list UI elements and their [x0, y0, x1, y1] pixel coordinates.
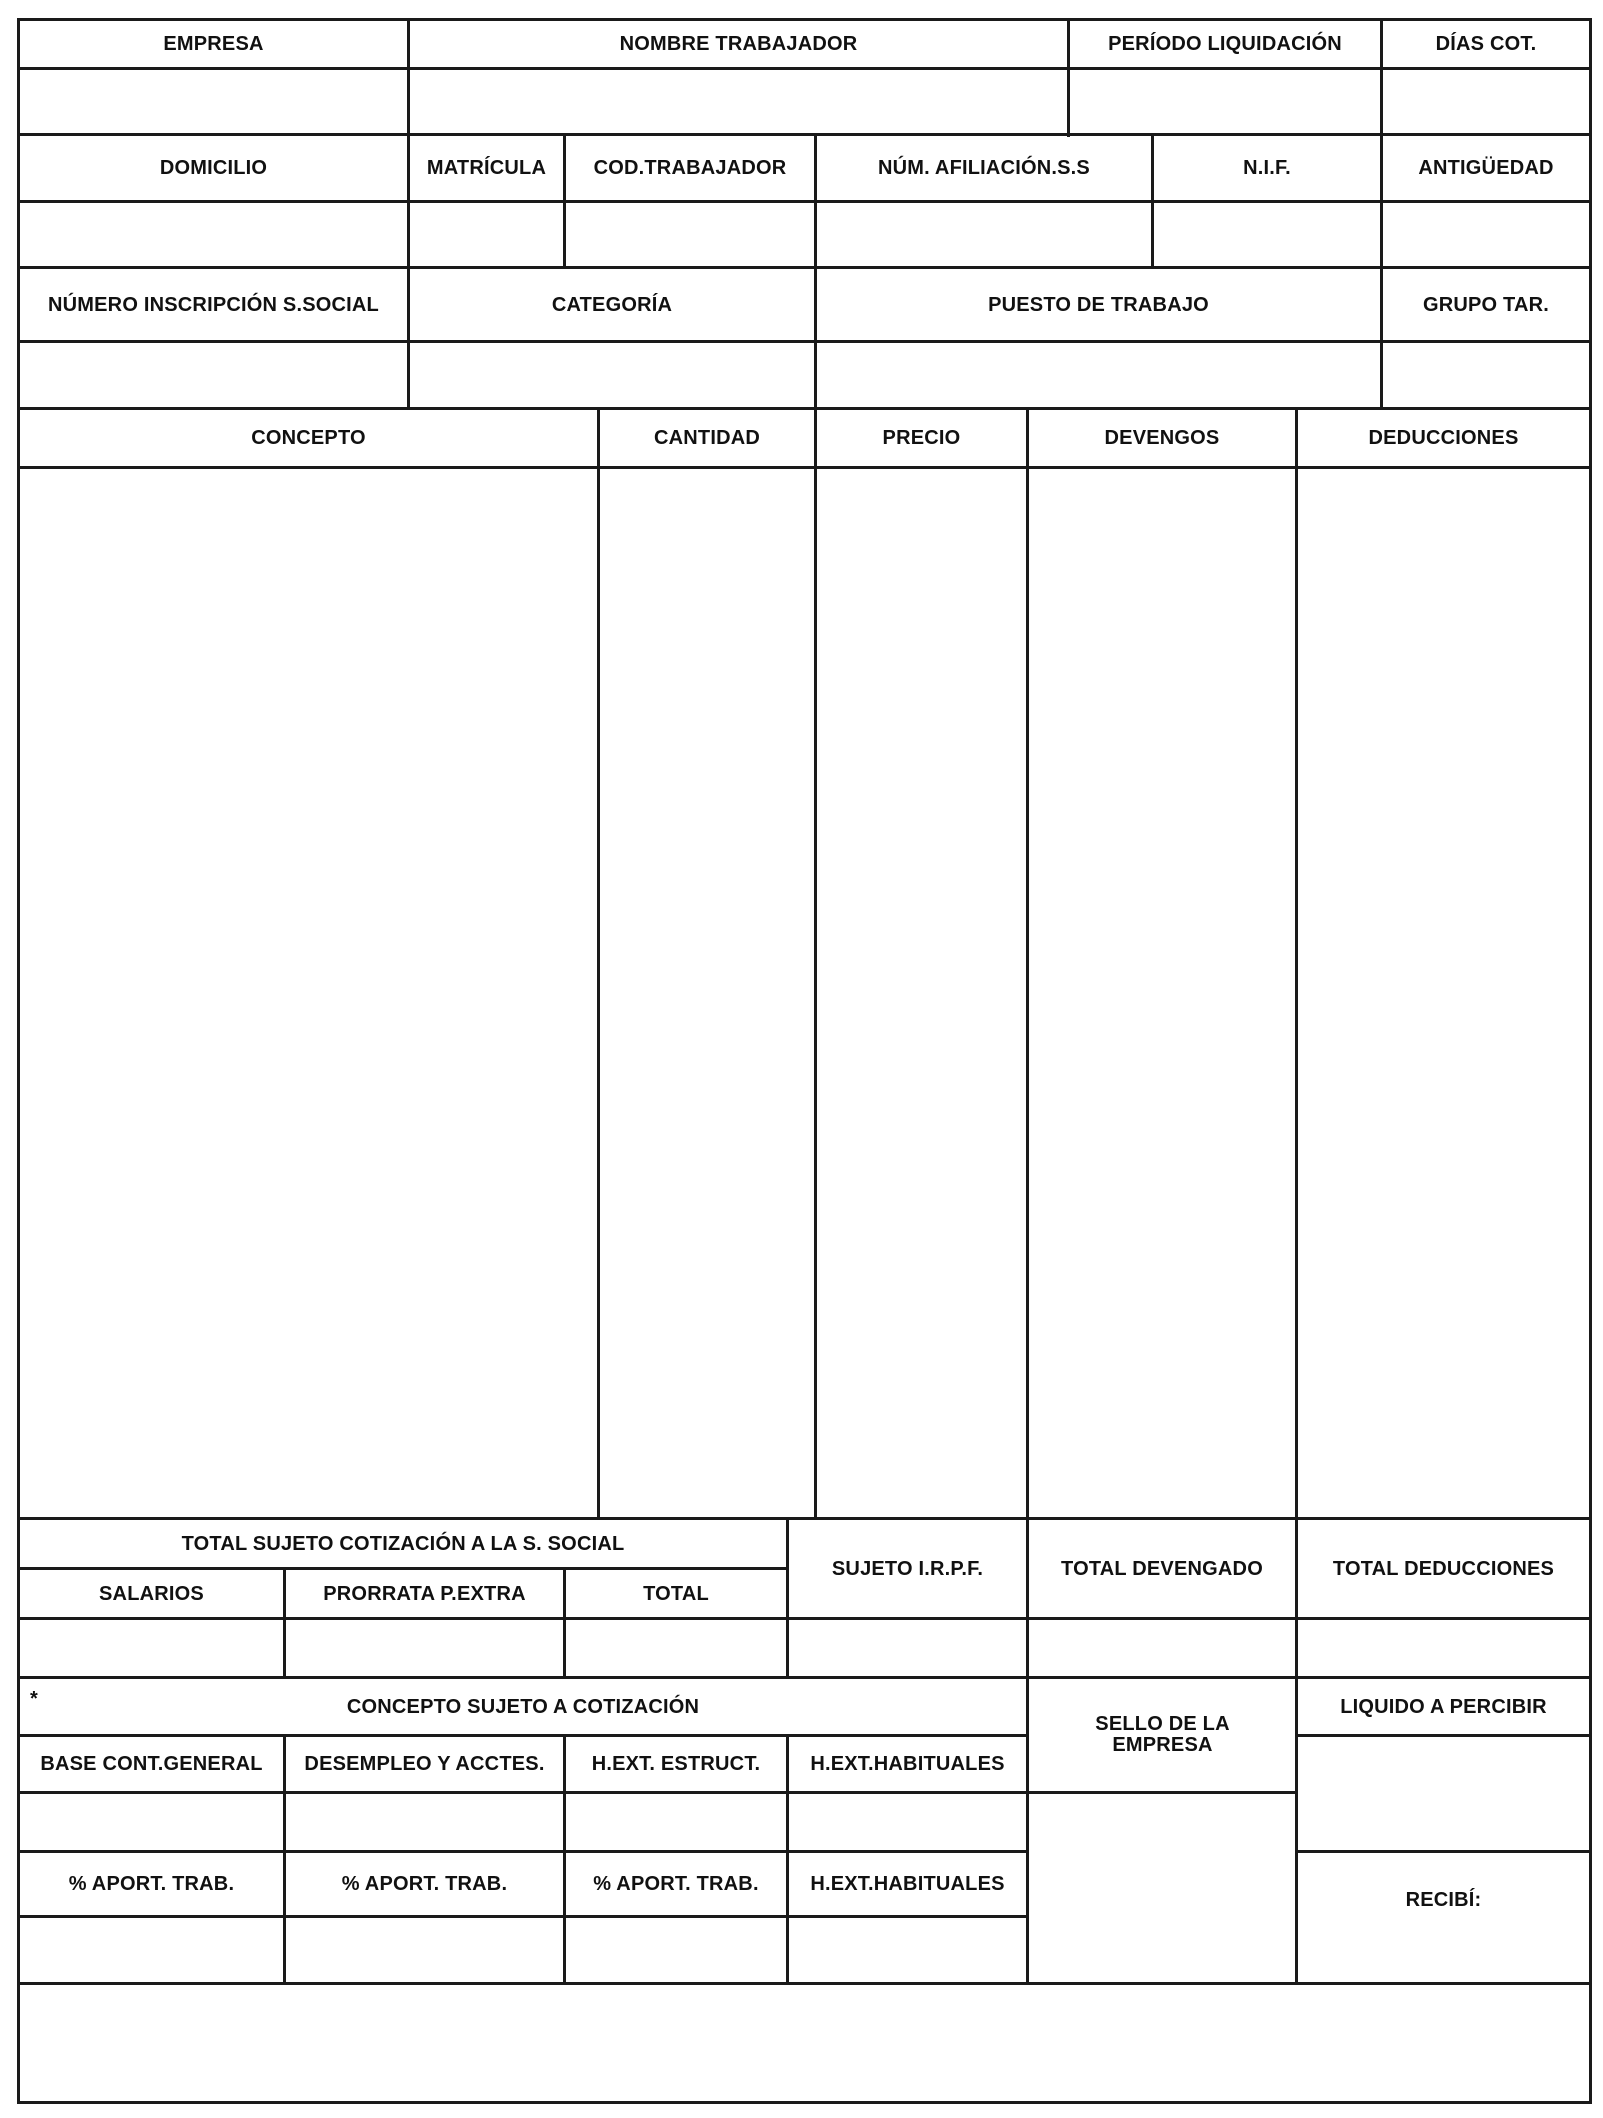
desempleo-field[interactable] [286, 1794, 563, 1850]
antiguedad-label: ANTIGÜEDAD [1418, 157, 1554, 179]
liquido-percibir-label: LIQUIDO A PERCIBIR [1340, 1695, 1547, 1718]
base-cont-field[interactable] [20, 1794, 283, 1850]
empresa-field[interactable] [20, 70, 407, 133]
hext-habituales-field[interactable] [789, 1794, 1026, 1850]
hext-habituales-label: H.EXT.HABITUALES [810, 1753, 1005, 1775]
sello-empresa-area[interactable] [1029, 1794, 1295, 1982]
hext-estruct-field[interactable] [566, 1794, 786, 1850]
recibi-signature-area[interactable] [1298, 1947, 1589, 1982]
categoria-label: CATEGORÍA [551, 293, 673, 316]
salarios-field[interactable] [20, 1620, 283, 1676]
outer-border-bottom [17, 2101, 1592, 2104]
categoria-field[interactable] [410, 343, 814, 407]
nif-label: N.I.F. [1243, 157, 1291, 179]
aport-trab-field[interactable] [286, 1918, 563, 1982]
liquido-percibir-field[interactable] [1298, 1737, 1589, 1850]
asterisk-mark: * [30, 1688, 38, 1710]
puesto-trabajo-label: PUESTO DE TRABAJO [988, 293, 1209, 316]
salarios-label: SALARIOS [99, 1582, 204, 1605]
grupo-tar-label: GRUPO TAR. [1422, 293, 1550, 316]
total-deducciones-label: TOTAL DEDUCCIONES [1332, 1557, 1555, 1580]
desempleo-label: DESEMPLEO Y ACCTES. [304, 1753, 545, 1775]
aport-trab-field[interactable] [566, 1918, 786, 1982]
concepto-column-header: CONCEPTO [251, 427, 366, 449]
periodo-liquidacion-label: PERÍODO LIQUIDACIÓN [1108, 33, 1342, 55]
hext-habituales-label: H.EXT.HABITUALES [810, 1873, 1005, 1895]
deducciones-column-header: DEDUCCIONES [1368, 427, 1519, 449]
aport-trab-label: % APORT. TRAB. [341, 1873, 508, 1895]
dias-cot-field[interactable] [1383, 70, 1589, 133]
empresa-label: EMPRESA [163, 33, 264, 55]
matricula-label: MATRÍCULA [426, 157, 547, 179]
total-field[interactable] [566, 1620, 786, 1676]
grupo-tar-field[interactable] [1383, 343, 1589, 407]
num-afiliacion-field[interactable] [817, 203, 1151, 266]
aport-trab-field[interactable] [20, 1918, 283, 1982]
devengos-column-area[interactable] [1029, 469, 1295, 1517]
aport-trab-label: % APORT. TRAB. [593, 1873, 759, 1895]
num-inscripcion-label: NÚMERO INSCRIPCIÓN S.SOCIAL [48, 293, 379, 316]
dias-cot-label: DÍAS COT. [1435, 33, 1537, 55]
matricula-field[interactable] [410, 203, 563, 266]
sujeto-irpf-label: SUJETO I.R.P.F. [831, 1557, 984, 1580]
puesto-trabajo-field[interactable] [817, 343, 1380, 407]
cantidad-column-area[interactable] [600, 469, 814, 1517]
antiguedad-field[interactable] [1383, 203, 1589, 266]
prorrata-field[interactable] [286, 1620, 563, 1676]
prorrata-label: PRORRATA P.EXTRA [323, 1582, 526, 1605]
domicilio-field[interactable] [20, 203, 407, 266]
precio-column-header: PRECIO [882, 427, 961, 449]
sello-empresa-label: SELLO DE LA EMPRESA [1095, 1713, 1230, 1756]
total-devengado-label: TOTAL DEVENGADO [1061, 1557, 1263, 1580]
total-sujeto-label: TOTAL SUJETO COTIZACIÓN A LA S. SOCIAL [181, 1532, 625, 1555]
nif-field[interactable] [1154, 203, 1380, 266]
base-cont-label: BASE CONT.GENERAL [40, 1753, 263, 1775]
num-afiliacion-label: NÚM. AFILIACIÓN.S.S [878, 157, 1090, 179]
cantidad-column-header: CANTIDAD [653, 427, 761, 449]
hext-habituales-field[interactable] [789, 1918, 1026, 1982]
total-deducciones-field[interactable] [1298, 1620, 1589, 1676]
hext-estruct-label: H.EXT. ESTRUCT. [591, 1753, 761, 1775]
num-inscripcion-field[interactable] [20, 343, 407, 407]
devengos-column-header: DEVENGOS [1104, 427, 1220, 449]
nombre-trabajador-field[interactable] [410, 70, 1067, 133]
footer-blank-area[interactable] [20, 1985, 1589, 2101]
concepto-sujeto-label: CONCEPTO SUJETO A COTIZACIÓN [346, 1695, 700, 1718]
total-label: TOTAL [643, 1582, 709, 1605]
cod-trabajador-label: COD.TRABAJADOR [593, 157, 787, 179]
total-devengado-field[interactable] [1029, 1620, 1295, 1676]
precio-column-area[interactable] [817, 469, 1026, 1517]
domicilio-label: DOMICILIO [159, 157, 268, 179]
recibi-label: RECIBÍ: [1405, 1889, 1482, 1911]
cod-trabajador-field[interactable] [566, 203, 814, 266]
nombre-trabajador-label: NOMBRE TRABAJADOR [619, 33, 858, 55]
concepto-column-area[interactable] [20, 469, 597, 1517]
aport-trab-label: % APORT. TRAB. [68, 1873, 235, 1895]
sujeto-irpf-field[interactable] [789, 1620, 1026, 1676]
periodo-liquidacion-field[interactable] [1070, 70, 1380, 133]
outer-border-right [1589, 18, 1592, 2104]
deducciones-column-area[interactable] [1298, 469, 1589, 1517]
